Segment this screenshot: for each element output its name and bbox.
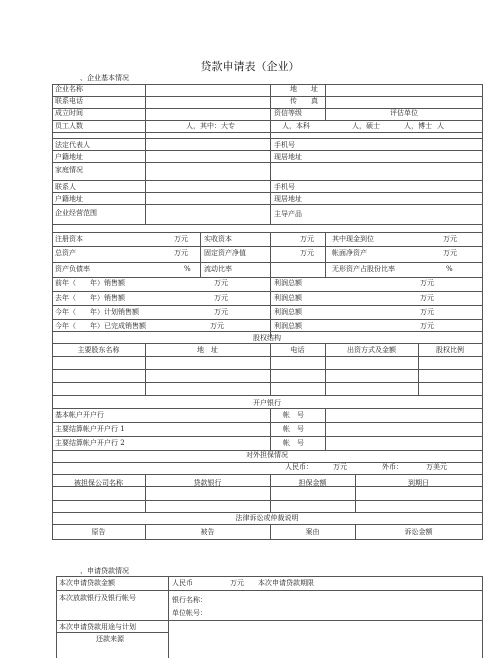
label-main-products: 主导产品 <box>274 210 302 218</box>
label-sales-3: 今年（ 年）计划销售额 <box>55 308 139 316</box>
label-founded: 成立时间 <box>55 109 83 117</box>
label-sales-2: 去年（ 年）销售额 <box>55 294 125 302</box>
row-rule <box>52 291 483 292</box>
label-business-scope: 企业经营范围 <box>55 209 97 217</box>
lawsuit-col-cause: 案由 <box>305 528 320 536</box>
label-profit: 利润总额 <box>274 279 302 287</box>
row-rule <box>52 277 483 278</box>
label-company-name: 企业名称 <box>55 85 83 93</box>
lawsuit-col-amount: 诉讼金额 <box>404 528 433 536</box>
label-residence: 现居地址 <box>274 153 302 161</box>
row-rule <box>56 590 482 591</box>
label-hukou: 户籍地址 <box>55 153 83 161</box>
guar-col-due: 到期日 <box>408 479 429 487</box>
col-divider <box>325 232 326 277</box>
row-rule <box>52 132 483 133</box>
label-staff-master: 人，硕士 <box>352 122 380 130</box>
row-rule <box>52 84 483 85</box>
label-contact-mobile: 手机号 <box>274 183 295 191</box>
row-rule <box>52 224 483 225</box>
lawsuit-col-defendant: 被告 <box>200 528 215 536</box>
equity-col-contribution: 出资方式及金额 <box>347 346 396 354</box>
col-divider <box>325 84 326 120</box>
label-staff-end: 人 <box>437 122 444 130</box>
unit-wan: 万元 <box>333 463 347 471</box>
guar-col-amount: 担保金额 <box>298 479 327 487</box>
table2-right-border <box>482 576 483 658</box>
unit-wan-usd: 万美元 <box>426 463 447 471</box>
label-profit: 利润总额 <box>274 294 302 302</box>
label-paid-capital: 实收资本 <box>204 235 232 243</box>
label-staff-ben: 人，本科 <box>282 122 310 130</box>
row-rule <box>52 96 483 97</box>
table1-left-border <box>52 84 53 539</box>
label-cash-in: 其中现金到位 <box>332 235 374 243</box>
label-contact-residence: 现居地址 <box>274 195 302 203</box>
label-sales-1: 前年（ 年）销售额 <box>55 279 125 287</box>
unit-wan: 万元 <box>300 249 314 257</box>
label-contact: 联系人 <box>55 183 76 191</box>
label-mobile: 手机号 <box>274 141 295 149</box>
unit-wan: 万元 <box>210 322 224 330</box>
bank-header: 开户银行 <box>253 399 281 407</box>
row-rule <box>52 539 483 540</box>
equity-col-holder: 主要股东名称 <box>77 346 120 354</box>
lawsuit-header: 法律诉讼或仲裁说明 <box>235 514 299 522</box>
label-intangible-ratio: 无形资产占股份比率 <box>332 265 395 273</box>
lawsuit-col-plaintiff: 原告 <box>91 528 106 536</box>
col-divider <box>145 84 146 224</box>
row-rule <box>56 576 482 577</box>
unit-wan: 万元 <box>174 249 188 257</box>
row-rule <box>52 512 483 513</box>
label-current-ratio: 流动比率 <box>204 265 232 273</box>
label-bank-account: 本次放款银行及银行帐号 <box>59 594 136 602</box>
label-family: 家庭情况 <box>55 166 83 174</box>
unit-wan: 万元 <box>214 308 228 316</box>
label-legal-rep: 法定代表人 <box>55 141 90 149</box>
row-rule <box>52 500 483 501</box>
unit-wan: 万元 <box>420 294 434 302</box>
row-rule <box>52 120 483 121</box>
guar-col-company: 被担保公司名称 <box>74 479 123 487</box>
row-rule <box>52 462 483 463</box>
row-rule <box>52 331 483 332</box>
equity-col-address: 地 址 <box>197 346 218 354</box>
section-heading-basic: 、企业基本情况 <box>80 74 129 82</box>
row-rule <box>52 408 483 409</box>
label-staff: 员工人数 <box>55 122 83 130</box>
label-rmb: 人民币： <box>285 463 313 471</box>
col-divider <box>270 408 271 450</box>
row-rule <box>52 246 483 247</box>
table2-left-border <box>56 576 57 658</box>
row-rule <box>52 204 483 205</box>
row-rule <box>52 319 483 320</box>
unit-wan: 万元 <box>300 235 314 243</box>
unit-wan: 万元 <box>443 235 457 243</box>
label-credit-grade: 资信等级 <box>274 109 302 117</box>
label-unit-account: 单位帐号： <box>172 609 207 617</box>
col-divider <box>168 576 169 658</box>
label-debt-ratio: 资产负债率 <box>55 265 90 273</box>
label-profit: 利润总额 <box>274 308 302 316</box>
label-book-net: 帐面净资产 <box>332 249 367 257</box>
label-basic-bank: 基本帐户开户行 <box>55 411 104 419</box>
equity-header: 股权结构 <box>253 334 281 342</box>
row-rule <box>52 262 483 263</box>
row-rule <box>52 395 483 396</box>
label-sales-4: 今年（ 年）已完成销售额 <box>55 322 146 330</box>
unit-wan: 万元 <box>420 322 434 330</box>
equity-col-ratio: 股权比例 <box>436 346 464 354</box>
row-rule <box>52 192 483 193</box>
label-loan-term: 本次申请贷款期限 <box>258 579 314 587</box>
label-rating-org: 评估单位 <box>390 109 418 117</box>
label-loan-amount: 本次申请贷款金额 <box>59 579 115 587</box>
row-rule <box>52 305 483 306</box>
unit-wan: 万元 <box>214 294 228 302</box>
unit-percent: % <box>446 265 453 273</box>
row-rule <box>52 108 483 109</box>
label-loan-purpose: 本次申请贷款用途与计划 <box>59 623 136 631</box>
label-total-assets: 总资产 <box>55 249 76 257</box>
row-rule <box>52 162 483 163</box>
label-fax: 传 真 <box>290 97 318 105</box>
unit-wan: 万元 <box>174 235 188 243</box>
unit-percent: % <box>184 265 191 273</box>
section-heading-loan: 、申请贷款情况 <box>80 567 129 575</box>
unit-wan: 万元 <box>420 308 434 316</box>
row-rule <box>56 632 168 633</box>
col-divider <box>270 84 271 224</box>
label-phone: 联系电话 <box>55 97 83 105</box>
row-rule <box>52 150 483 151</box>
label-staff-phd: 人，博士 <box>404 122 432 130</box>
col-divider <box>325 408 326 450</box>
row-rule <box>52 436 483 437</box>
col-divider <box>200 232 201 277</box>
label-address: 地 址 <box>290 85 318 93</box>
row-rule <box>52 180 483 181</box>
col-divider <box>270 232 271 338</box>
label-profit: 利润总额 <box>274 322 302 330</box>
unit-wan: 万元 <box>443 249 457 257</box>
row-rule <box>52 474 483 475</box>
label-loan-rmb: 人民币 <box>172 579 193 587</box>
label-staff-mid: 人，其中：大专 <box>186 122 235 130</box>
unit-wan: 万元 <box>214 279 228 287</box>
label-account-no: 帐 号 <box>283 425 304 433</box>
guarantee-header: 对外担保情况 <box>246 451 288 459</box>
row-rule <box>52 422 483 423</box>
row-rule <box>52 232 483 233</box>
table1-right-border <box>482 84 483 539</box>
label-bank-name: 银行名称： <box>172 596 207 604</box>
label-repay-source: 还款来源 <box>96 635 124 643</box>
label-contact-hukou: 户籍地址 <box>55 195 83 203</box>
row-rule <box>52 138 483 139</box>
row-rule <box>52 524 483 525</box>
guar-col-bank: 贷款银行 <box>193 479 222 487</box>
label-account-no: 帐 号 <box>283 439 304 447</box>
page-title: 贷款申请表（企业） <box>200 60 300 73</box>
label-account-no: 帐 号 <box>283 411 304 419</box>
label-main-bank-1: 主要结算帐户开户行 1 <box>55 425 125 433</box>
unit-wan: 万元 <box>230 579 244 587</box>
label-main-bank-2: 主要结算帐户开户行 2 <box>55 439 125 447</box>
equity-col-phone: 电话 <box>290 346 305 354</box>
label-fixed-assets: 固定资产净值 <box>204 249 246 257</box>
label-foreign: 外币： <box>382 463 403 471</box>
label-reg-capital: 注册资本 <box>55 235 83 243</box>
row-rule <box>56 620 482 621</box>
unit-wan: 万元 <box>420 279 434 287</box>
